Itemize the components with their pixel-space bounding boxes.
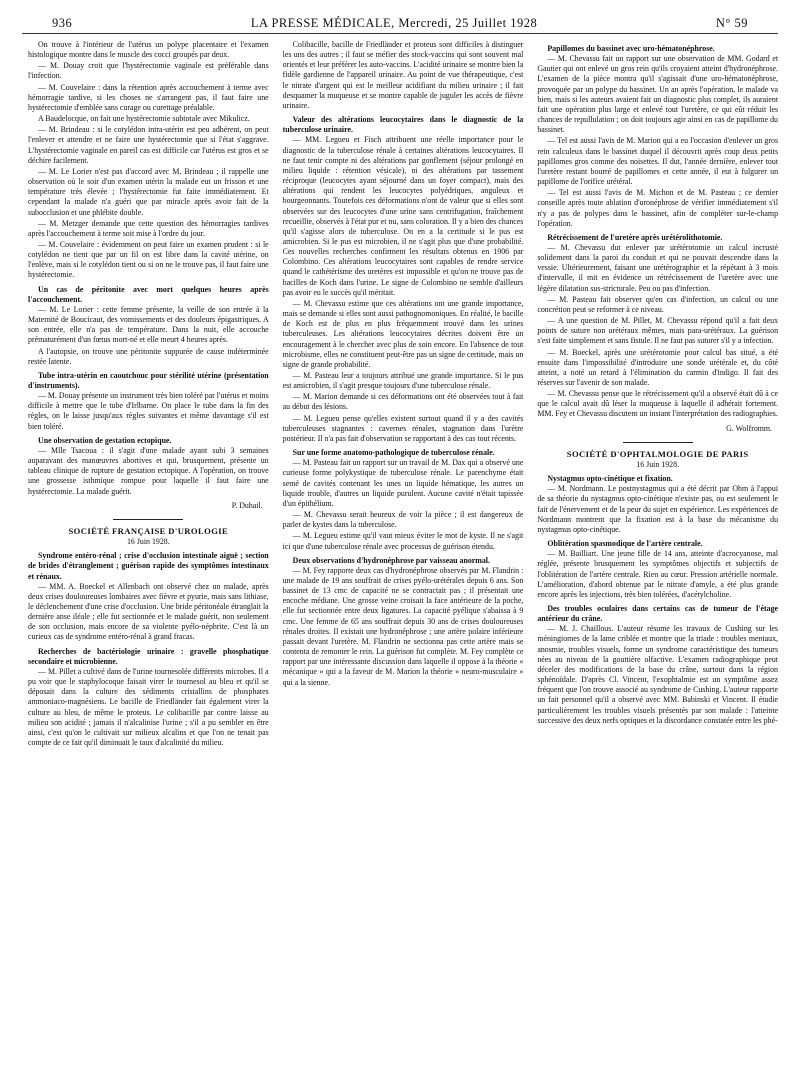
- paragraph: — M. Chevassu pense que le rétrécissement qu'il a observé était dû à ce que le calcul avait dû léser la muqueuse à laquelle il adhérait fortement. MM. Fey et Chevassu discutent un instant l'interprétation des radiographies.: [537, 389, 779, 419]
- paragraph: — M. Legueu estime qu'il vaut mieux éviter le mot de kyste. Il ne s'agit ici que d'une tuberculose rénale avec processus de guérison étendu.: [282, 531, 524, 551]
- paragraph: — M. Douay croit que l'hystérectomie vaginale est préférable dans l'infection.: [28, 61, 269, 81]
- paragraph: Colibacille, bacille de Friedländer et proteus sont difficiles à distinguer les uns des autres ; il faut se méfier des stock-vaccins qui sont souvent mal orientés et leur préférer les auto-vaccins. L'acidité urinaire se montre bien la fidèle gardienne de l'appareil urinaire. Au point de vue thérapeutique, c'est le nitrate d'argent qui est le meilleur acidifiant du milieu urinaire ; il fait desquamer la muqueuse et se montre capable de juguler les accès de fièvre urinaire.: [282, 40, 524, 110]
- article-heading: Des troubles oculaires dans certains cas de tumeur de l'étage antérieur du crâne.: [537, 603, 779, 624]
- society-title: SOCIÉTÉ FRANÇAISE D'UROLOGIE: [68, 525, 229, 536]
- paragraph: — M. Pasteau fait observer qu'en cas d'infection, un calcul ou une concrétion peut se reformer à ce niveau.: [537, 294, 779, 314]
- paragraph: — M. Nordmann. Le postnystagmus qui a été décrit par Ohm à l'appui de sa théorie du nystagmus opto-cinétique n'existe pas, ou est seulement le fait de l'énervement et de la peur du sujet en expérience. Les expériences de Nordmann montrent que la fixation est à la base du mécanisme du nystagmus opto-cinétique.: [537, 484, 779, 534]
- article-heading: Deux observations d'hydronéphrose par vaisseau anormal.: [292, 555, 490, 565]
- paragraph: — M. Pasteau leur a toujours attribué une grande importance. Si le pus est amicrobien, il s'agit presque toujours d'une tuberculose rénale.: [282, 371, 524, 391]
- issue-number: N° 59: [715, 16, 748, 30]
- paragraph: — Mlle Tsacoua : il s'agit d'une malade ayant subi 3 semaines auparavant des manœuvres abortives et qui, brusquement, présente un tableau clinique de rupture de gestation ectopique. A l'opération, on trouve une grossesse isthmique rompue pour laquelle il faut faire une hystérectomie. La malade guérit.: [28, 445, 269, 496]
- article-heading: Tube intra-utérin en caoutchouc pour stérilité utérine (présentation d'instruments).: [28, 370, 269, 390]
- section-divider: [623, 442, 693, 443]
- paragraph: — M. J. Chaillous. L'auteur résume les travaux de Cushing sur les méningiomes de la lame criblée et montre que la triade : troubles mentaux, anosmie, troubles visuels, forme un syndrome caractéristique des tumeurs nées au niveau de la gouttière olfactive. L'examen radiographique peut déceler des modifications de la base du crâne, surtout dans la région sphénoïdale. D'après Cl. Vincent, l'exophtalmie est un symptôme assez fréquent que l'on trouve associé au syndrome de Cushing. L'auteur rapporte un fait personnel qu'il a observé avec MM. Babinski et Vincent. Il étudie particulièrement les troubles visuels présentés par son malade : l'atteinte successive des deux nerfs optiques et la discordance constatée entre les phé-: [537, 624, 779, 725]
- paragraph: — Tel est aussi l'avis de M. Michon et de M. Pasteau ; ce dernier conseille après toute ablation d'uronéphrose de vérifier immédiatement s'il n'y a pas de polypes dans le bassinet, afin de compléter sur-le-champ l'opération.: [537, 188, 779, 228]
- article-heading: Une observation de gestation ectopique.: [38, 435, 172, 445]
- paragraph: — M. Boeckel, après une urétérotomie pour calcul bas situé, a été ensuite dans l'impossibilité d'introduire une sonde urétérale et, du côté atteint, a noté un retard à l'élimination du carmin d'indigo. Il fait des réserves sur l'avenir de son malade.: [537, 347, 779, 387]
- article-heading: Rétrécissement de l'uretère après urétérolithotomie.: [547, 232, 723, 242]
- paragraph: — M. Couvelaire : dans la rétention après accouchement à terme avec hémorragie tardive, si les choses ne s'arrangent pas, il faut faire une hystérectomie d'emblée sans curage ou curettage préalable.: [28, 82, 269, 112]
- paragraph: — M. Fey rapporte deux cas d'hydronéphrose observés par M. Flandrin : une malade de 19 ans souffrait de crises pyélo-urétérales depuis 6 ans. Son bassinet de 13 cmc de capacité ne se contractait pas ; il présentait une encoche médiane. Une grosse veine croisait la face antérieure de la poche, elle fut sectionnée entre deux ligatures. La capacité pyélique s'abaissa à 9 cmc. Une femme de 65 ans souffrait depuis 30 ans de crises douloureuses rénales droites. Il existait une hydronéphrose ; une artère polaire inférieure passait devant l'uretère. M. Flandrin ne sectionna pas cette artère mais se contenta de remonter le rein. La guérison fut complète. M. Fey complète ce rapport par une intéressante discussion dans laquelle il oppose à la théorie « mécanique » qui a la faveur de M. Marion la théorie « neuro-musculaire » qui a la sienne.: [282, 565, 524, 687]
- paragraph: — M. Legueu pense qu'elles existent surtout quand il y a des cavités tuberculeuses stagnantes : cavernes rénales, stagnation dans l'urètre postérieur. Il n'a pas fait d'observation se rapportant à des cas tout récents.: [282, 413, 524, 443]
- journal-title: LA PRESSE MÉDICALE, Mercredi, 25 Juillet 1928: [250, 16, 538, 30]
- paragraph: A l'autopsie, on trouve une péritonite suppurée de cause indéterminée restée latente.: [28, 346, 269, 366]
- paragraph: — M. Marion demande si ces déformations ont été observées tout à fait au début des lésions.: [282, 392, 524, 412]
- paragraph: — M. Pasteau fait un rapport sur un travail de M. Dax qui a observé une curieuse forme polykystique de tuberculose rénale. Le parenchyme était semé de cavités contenant les unes un liquide hématique, les autres un liquide trouble, d'autres un liquide purulent. Aucune cavité n'était tapissée d'un épithélium.: [282, 458, 524, 508]
- author-signature: G. Wolfromm.: [726, 423, 773, 433]
- session-date: 16 Juin 1928.: [636, 459, 680, 469]
- paragraph: — M. Le Lorier : cette femme présente, la veille de son entrée à la Maternité de Boucicaut, des vomissements et des douleurs épigastriques. A son entrée, elle n'a pas de température. Dans la nuit, elle accouche prématurément d'un fœtus mort-né et elle meurt 4 heures après.: [28, 304, 269, 345]
- article-heading: Syndrome entéro-rénal ; crise d'occlusion intestinale aiguë ; section de brides d'étranglement ; guérison rapide des symptômes intestinaux et rénaux.: [28, 551, 269, 581]
- section-divider: [113, 519, 183, 520]
- session-date: 16 Juin 1928.: [126, 537, 170, 547]
- paragraph: — M. Le Lorier n'est pas d'accord avec M. Brindeau ; il rappelle une observation où le soir d'un examen utérin la malade eut un frisson et une température très élevée ; l'hystérectomie fut faite immédiatement. Et cependant la malade n'a guéri que par miracle après avoir fait de la subocclusion et une phlébite double.: [28, 166, 269, 217]
- article-heading: Un cas de péritonite avec mort quelques heures après l'accouchement.: [28, 284, 269, 304]
- paragraph: — Tel est aussi l'avis de M. Marion qui a eu l'occasion d'enlever un gros rein calculeux dans le bassinet duquel il découvrit après coup deux petits papillomes gros comme des noisettes. Il dut, l'année dernière, enlever tout l'uretère restant bourré de papillomes et cette année, il eut à fulgurer un papillome de l'orifice urétéral.: [537, 136, 779, 187]
- paragraph: — M. Chevassu serait heureux de voir la pièce ; il est dangereux de parler de kystes dans la tuberculose.: [282, 510, 524, 530]
- column-1: [28, 40, 269, 748]
- paragraph: — M. Metzger demande que cette question des hémorragies tardives après l'accouchement à terme soit mise à l'ordre du jour.: [28, 218, 269, 238]
- paragraph: — M. Pillet a cultivé dans de l'urine tournesolée différents microbes. Il a pu voir que le staphylocoque faisait virer le tournesol au bleu et qu'il se déposait dans la culture des sédiments cristallins de phosphates ammoniaco-magnésiens. Le bacille de Friedländer fait également virer la culture au bleu, de même le proteus. Le colibacille par contre laisse au milieu son acidité ; jamais il n'alcalinise l'urine ; s'il a pu sembler en être ainsi, c'est qu'on le cultivait sur milieux alcalins et que l'on ne tenait pas compte de ce fait qu'il diminuait le taux d'alcalinité du milieu.: [28, 666, 269, 747]
- paragraph: — MM. A. Boeckel et Allenbach ont observé chez un malade, après deux crises douloureuses lombaires avec fièvre et pyurie, mais sans lithiase, le déclenchement d'une crise d'occlusion. Une bride péritonéale étranglait la dernière anse iléale ; elle fut sectionnée et le malade guérit, non seulement de son occlusion, mais encore de sa violente pyélo-néphrite. C'est là un curieux cas de syndrome entéro-rénal à grand fracas.: [28, 581, 269, 642]
- paragraph: On trouve à l'intérieur de l'utérus un polype placentaire et l'examen histologique montre dans le muscle des cocci groupés par deux.: [28, 40, 269, 60]
- text-columns: [14, 34, 786, 748]
- paragraph: — M. Couvelaire : évidemment on peut faire un examen prudent : si le cotylédon ne tient que par un fil on est libre dans la cavité utérine, on l'enlève, mais si le cotylédon tient ou si on ne le trouve pas, il faut faire une hystérectomie.: [28, 239, 269, 280]
- article-heading: Recherches de bactériologie urinaire : gravelle phosphatique secondaire et microbienne.: [28, 646, 269, 666]
- paragraph: A Baudelocque, on fait une hystérectomie subtotale avec Mikulicz.: [38, 114, 250, 124]
- paragraph: — M. Chevassu dut enlever par urétérotomie un calcul incrusté solidement dans la paroi du conduit et qui ne pouvait descendre dans la vessie. Ultérieurement, faisant une urétérographie et la répétant à 3 mois d'intervalle, il mit en évidence un rétrécissement de l'uretère avec une légère dilatation sus-stricturale. Peu ou pas d'infection.: [537, 242, 779, 293]
- paragraph: — M. Chevassu fait un rapport sur une observation de MM. Godard et Gautier qui ont enlevé un gros rein qu'ils croyaient atteint d'hydronéphrose. L'examen de la pièce montra qu'il s'agissait d'une uro-hématonéphrose, provoquée par un polype du bassinet. Un an après l'opération, le malade va bien, mais si les auteurs avaient fait un diagnostic plus complet, ils auraient fait une opération plus large et enlevé tout l'uretère, ce qui eût réduit les chances de repullulation ; on doit toujours agir ainsi en cas de papillome du bassinet.: [537, 54, 779, 135]
- paragraph: — M. Chevassu estime que ces altérations ont une grande importance, mais se demande si elles sont aussi pathognomoniques. En réalité, le bacille de Koch est de plus en plus fréquemment trouvé dans les urines tuberculeuses. Les altérations leucocytaires décrites doivent être un encouragement à le chercher avec plus de soin encore. En l'absence de tout microbisme, elles ne constituent peut-être pas un signe de certitude, mais un signe de grande probabilité.: [282, 298, 524, 369]
- page-header: [22, 8, 778, 34]
- paragraph: — A une question de M. Pillet, M. Chevassu répond qu'il a fait deux points de suture non urétéraux mêmes, mais para-urétéraux. La guérison s'est faite simplement et sans fistule. Il ne faut pas suturer s'il y a infection.: [537, 316, 779, 346]
- paragraph: — M. Bailliart. Une jeune fille de 14 ans, atteinte d'acrocyanose, mal réglée, présente brusquement les symptômes objectifs et subjectifs de l'oblitération de l'artère centrale. Rien au cœur. Pression artérielle normale. L'amélioration, d'abord obtenue par le nitrate d'amyle, a été plus grande encore après les injections, très bien tolérées, d'acétylcholine.: [537, 549, 779, 599]
- paragraph: — M. Brindeau : si le cotylédon intra-utérin est peu adhérent, on peut l'enlever et attendre et ne faire une hystérectomie que si l'état s'aggrave. L'hystérectomie vaginale en pareil cas est difficile car l'utérus est gros et se déchire facilement.: [28, 125, 269, 165]
- paragraph: — M. Douay présente un instrument très bien toléré par l'utérus et moins difficile à mettre que le tube d'Irlbarne. On place le tube dans la fin des règles, on le laisse jusqu'aux règles suivantes et même davantage s'il est bien toléré.: [28, 391, 269, 431]
- article-heading: Papillomes du bassinet avec uro-hématonéphrose.: [547, 44, 715, 53]
- article-heading: Valeur des altérations leucocytaires dans le diagnostic de la tuberculose urinaire.: [282, 115, 524, 135]
- society-title: SOCIÉTÉ D'OPHTALMOLOGIE DE PARIS: [566, 448, 749, 459]
- page-number: 936: [52, 16, 73, 30]
- article-heading: Oblitération spasmodique de l'artère centrale.: [547, 539, 703, 549]
- paragraph: — MM. Legueu et Fisch attribuent une réelle importance pour le diagnostic de la tuberculose rénale à certaines altérations leucocytaires. Il ne faut tenir compte ni des altérations par gonflement (séjour prolongé en milieu liquide : rétention vésicale), ni des altérations par tassement réciproque (leucocytes ayant séjourné dans un foyer compact), mais des altérations qui rendent les leucocytes polyédriques, anguleux et bourgeonnants. Toutefois ces déformations n'ont de valeur que si elles sont observées sur des leucocytes d'une urine sans centrifugation, fraîchement recueillie, observés à l'état pur et nu, sans coloration. Il y a bien des chances qu'il s'agisse alors de tuberculose. On en a la certitude si le pus est amicrobien. Si le pus est microbien, il ne s'agit plus que d'une probabilité. Ces nouvelles recherches confirment les résultats obtenus en 1906 par Colombino. Ces altérations leucocytaires sont capables de rendre service quand le cathétérisme des uretères est impossible et qu'on ne trouve pas de bacilles de Koch dans l'urine. Le signe de Colombino ne semble d'ailleurs pas avoir eu le succès qu'il méritait.: [282, 135, 524, 297]
- article-heading: Sur une forme anatomo-pathologique de tuberculose rénale.: [292, 448, 495, 458]
- author-signature: P. Duhail.: [231, 500, 263, 510]
- column-3: [537, 40, 778, 748]
- article-heading: Nystagmus opto-cinétique et fixation.: [547, 474, 673, 484]
- column-2: [283, 40, 524, 748]
